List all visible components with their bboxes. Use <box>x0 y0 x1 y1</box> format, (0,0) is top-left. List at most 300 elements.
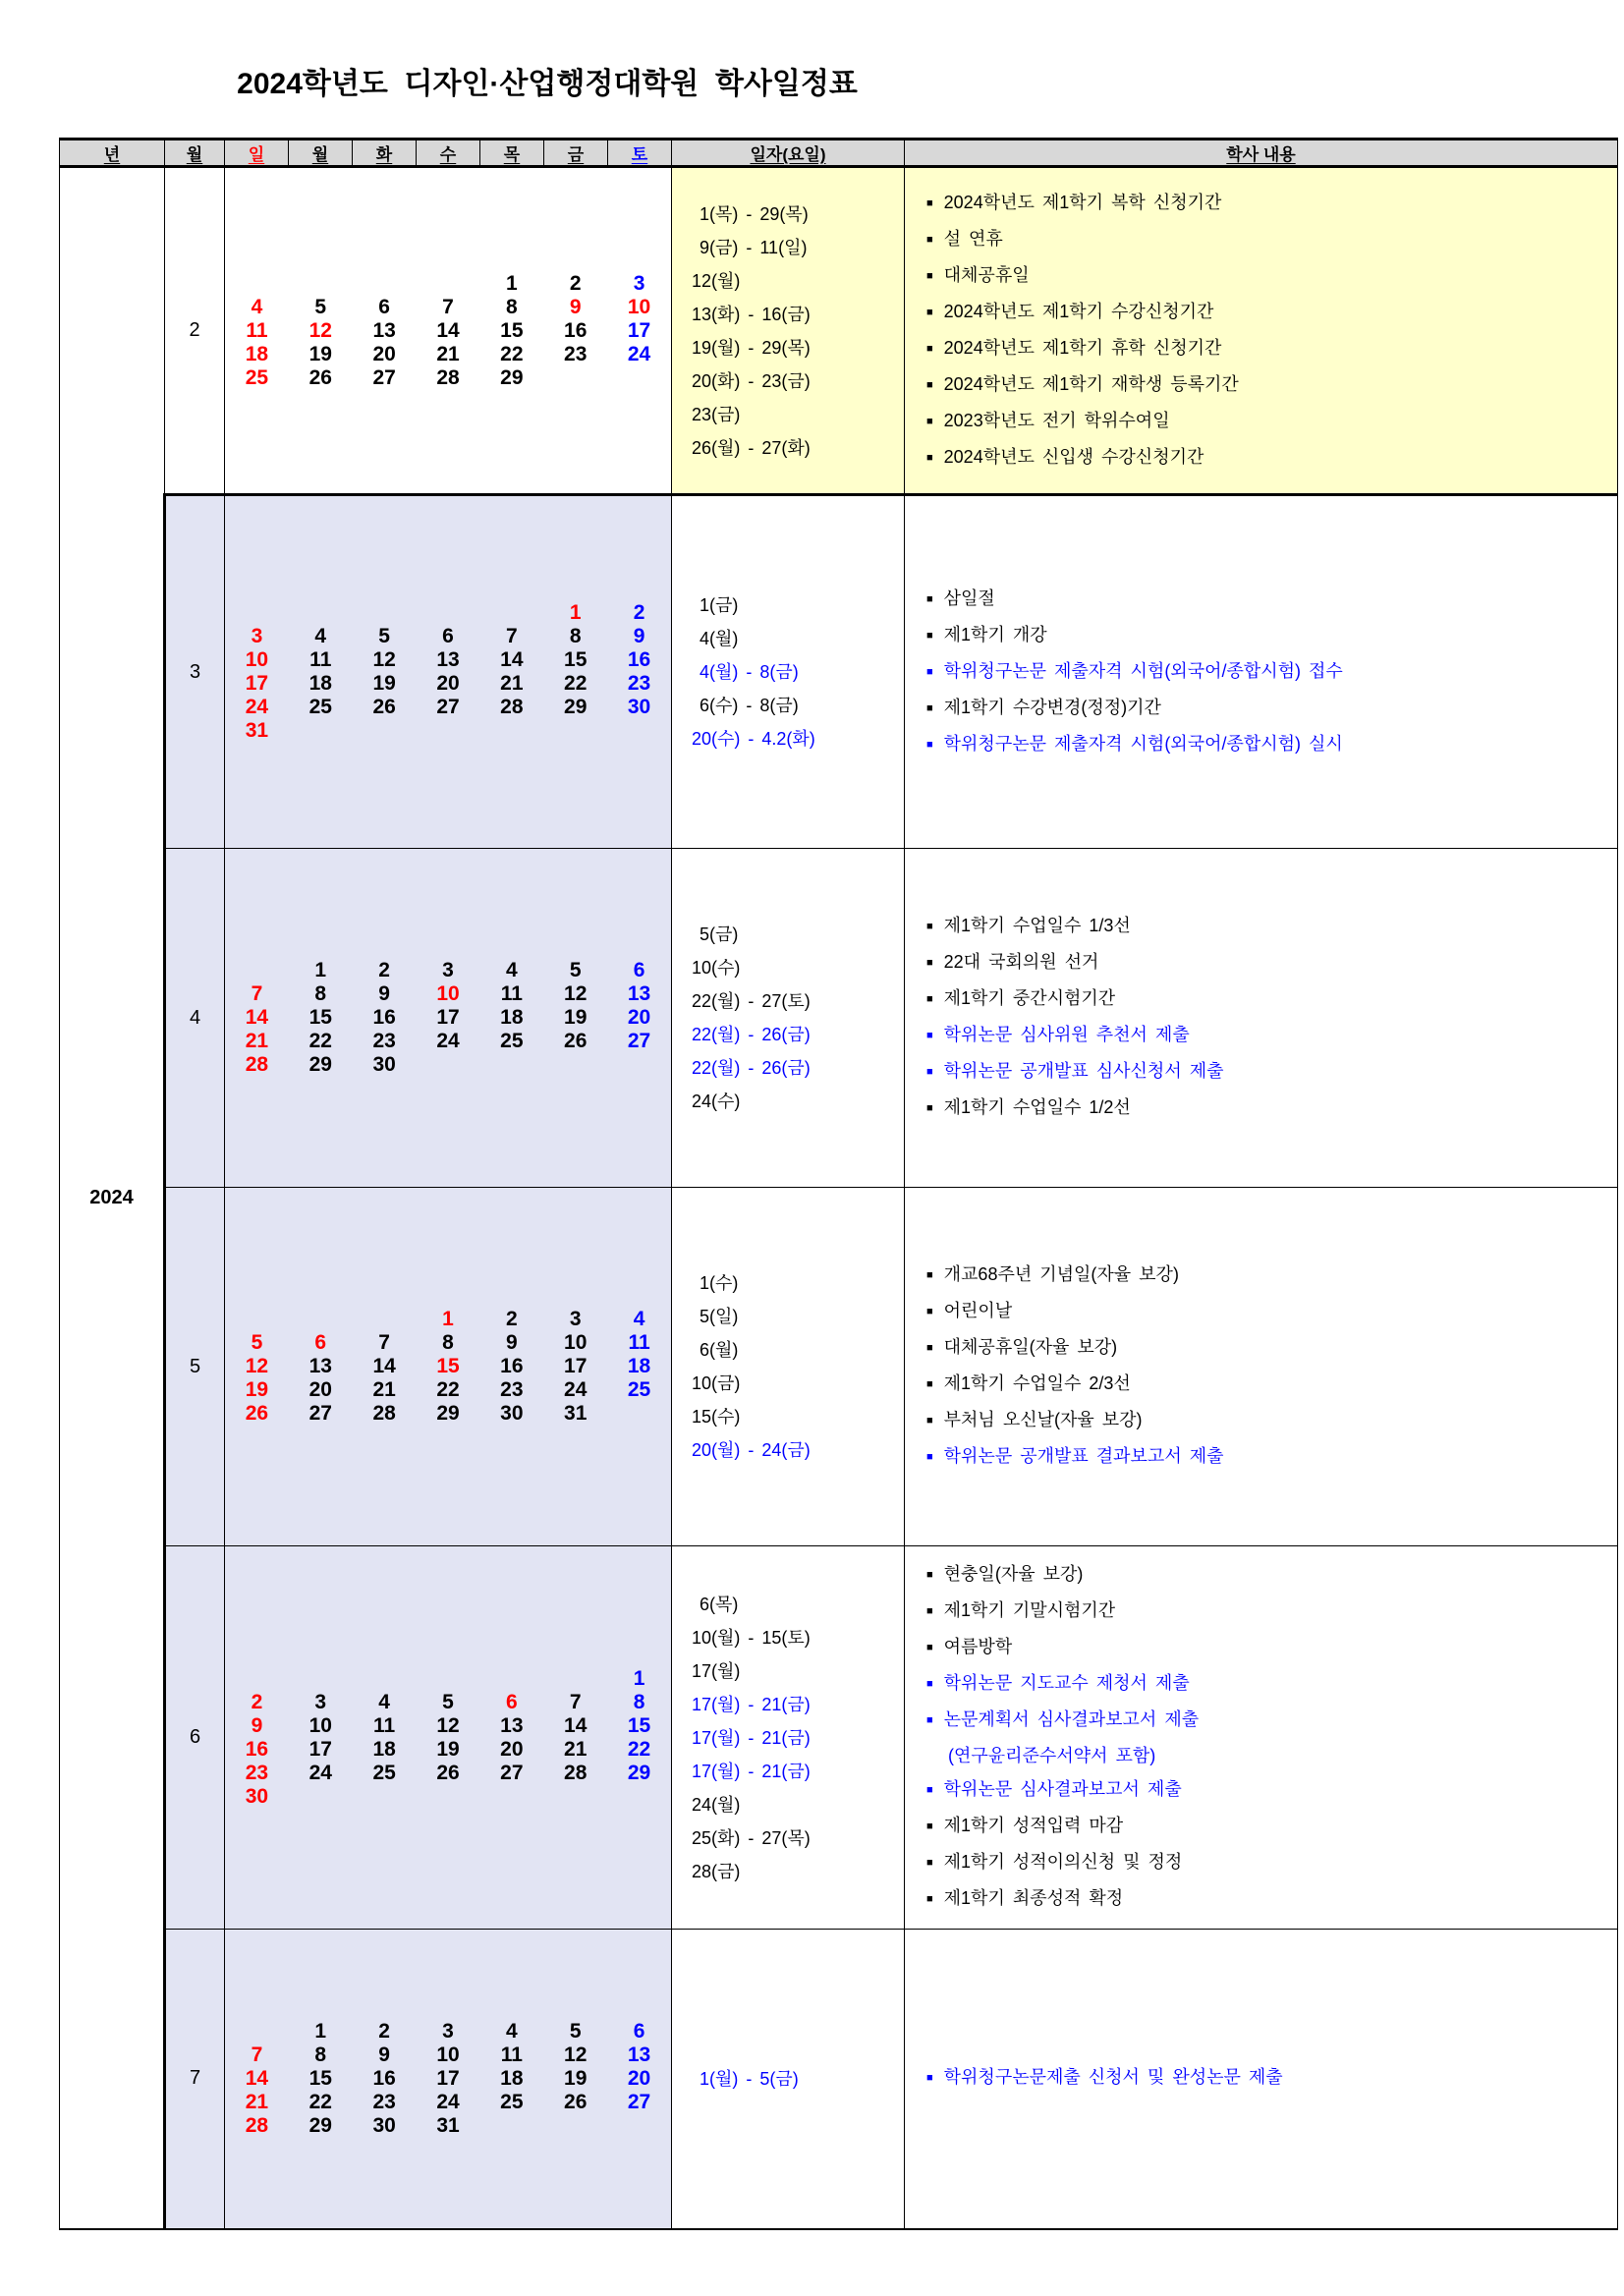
calendar-day: 14 <box>245 1006 269 1029</box>
schedule-item-text: 학위논문 공개발표 심사신청서 제출 <box>943 1061 1224 1081</box>
schedule-item-text: 논문계획서 심사결과보고서 제출 <box>943 1709 1200 1729</box>
schedule-item <box>926 1367 1611 1403</box>
calendar-day: 7 <box>251 2043 263 2066</box>
calendar-day: 16 <box>245 1737 269 1761</box>
calendar-day: 29 <box>436 1402 460 1425</box>
calendar-day: 12 <box>564 2043 588 2066</box>
calendar-day: 11 <box>500 982 523 1005</box>
bullet-square-icon: ■ <box>926 701 933 714</box>
calendar-day: 2 <box>378 2019 390 2043</box>
date-line: 23(금) <box>692 404 741 424</box>
calendar-day: 26 <box>436 1761 460 1784</box>
calendar-day: 8 <box>633 1690 645 1713</box>
schedule-item <box>926 1772 1611 1809</box>
date-line: 22(월) - 27(토) <box>692 991 811 1011</box>
calendar-day: 14 <box>372 1355 396 1377</box>
table-header <box>60 140 1618 167</box>
schedule-item-text: (연구윤리준수서약서 포함) <box>948 1746 1156 1765</box>
date-line: 17(월) - 21(금) <box>692 1761 811 1781</box>
schedule-item <box>926 1258 1611 1294</box>
header-day-fri: 금 <box>544 140 608 167</box>
schedule-item <box>926 691 1611 727</box>
calendar-day: 27 <box>372 365 396 389</box>
date-line: 6(월) <box>692 1340 739 1360</box>
calendar-day: 11 <box>500 2043 523 2066</box>
schedule-item-continuation <box>926 1739 1611 1772</box>
calendar-day: 12 <box>372 648 396 671</box>
content-column-month-4 <box>905 849 1618 1188</box>
calendar-day-empty <box>607 1785 671 1809</box>
schedule-item <box>926 1330 1611 1367</box>
schedule-item <box>926 618 1611 654</box>
calendar-day: 1 <box>314 959 327 981</box>
calendar-grid <box>225 2006 671 2152</box>
schedule-item <box>926 1845 1611 1881</box>
bullet-square-icon: ■ <box>926 1030 933 1041</box>
calendar-day: 16 <box>372 2066 396 2090</box>
calendar-day: 10 <box>308 1713 332 1737</box>
calendar-day: 15 <box>627 1713 651 1737</box>
calendar-day: 8 <box>506 295 518 318</box>
content-column-month-6 <box>905 1546 1618 1930</box>
calendar-day: 15 <box>564 648 588 671</box>
bullet-square-icon: ■ <box>926 1102 933 1114</box>
month-section-4 <box>60 849 1618 1188</box>
academic-calendar-table <box>59 138 1618 2230</box>
calendar-day: 2 <box>633 601 645 624</box>
calendar-day: 5 <box>314 295 327 318</box>
schedule-item <box>926 331 1611 367</box>
calendar-day: 17 <box>564 1355 588 1377</box>
calendar-day: 29 <box>308 1053 332 1076</box>
date-line: 20(수) - 4.2(화) <box>692 729 815 749</box>
date-line: 1(월) - 5(금) <box>692 2068 799 2089</box>
schedule-item <box>926 1666 1611 1703</box>
calendar-day: 8 <box>569 625 582 647</box>
calendar-day: 20 <box>372 342 396 365</box>
calendar-day-empty <box>543 1785 607 1809</box>
schedule-item <box>926 1294 1611 1330</box>
schedule-item <box>926 727 1611 763</box>
schedule-item <box>926 1809 1611 1845</box>
calendar-day: 23 <box>564 342 588 365</box>
calendar-day: 20 <box>436 672 460 695</box>
mini-calendar-month-3 <box>225 495 672 849</box>
schedule-item-text: 2024학년도 제1학기 재학생 등록기간 <box>943 373 1239 394</box>
month-section-7 <box>60 1930 1618 2229</box>
schedule-items <box>905 582 1617 763</box>
month-number-7: 7 <box>165 1930 225 2229</box>
calendar-day: 22 <box>500 342 524 365</box>
bullet-square-icon: ■ <box>926 451 933 464</box>
calendar-day: 4 <box>378 1690 390 1713</box>
calendar-day: 19 <box>436 1737 460 1761</box>
calendar-day: 6 <box>442 625 454 647</box>
calendar-day: 31 <box>245 719 269 742</box>
calendar-day: 3 <box>314 1690 327 1713</box>
calendar-day-empty <box>289 1785 353 1809</box>
calendar-day: 6 <box>314 1331 327 1354</box>
date-line: 1(목) - 29(목) <box>692 203 809 224</box>
month-number-5: 5 <box>165 1188 225 1546</box>
bullet-square-icon: ■ <box>926 921 933 932</box>
date-line: 4(월) <box>692 629 739 648</box>
calendar-day: 23 <box>500 1378 524 1401</box>
mini-calendar-month-2 <box>225 167 672 495</box>
calendar-day-empty <box>479 719 543 743</box>
calendar-day: 19 <box>245 1378 269 1401</box>
date-line: 5(일) <box>692 1307 739 1326</box>
date-line: 28(금) <box>692 1861 741 1881</box>
date-column-month-3 <box>672 495 905 849</box>
date-column-month-7 <box>672 1930 905 2229</box>
schedule-item-text: 현충일(자율 보강) <box>943 1564 1084 1584</box>
date-line: 24(수) <box>692 1092 741 1111</box>
date-line: 5(금) <box>692 924 739 944</box>
bullet-square-icon: ■ <box>926 665 933 678</box>
calendar-day: 16 <box>627 648 651 671</box>
calendar-day-empty <box>543 1667 607 1691</box>
date-line: 17(월) - 21(금) <box>692 1694 811 1714</box>
calendar-day: 13 <box>436 648 460 671</box>
schedule-item-text: 학위청구논문제출 신청서 및 완성논문 제출 <box>943 2067 1283 2088</box>
calendar-day: 7 <box>569 1690 582 1713</box>
header-day-tue: 화 <box>353 140 417 167</box>
date-line: 10(수) <box>692 958 741 978</box>
calendar-day: 27 <box>308 1402 332 1425</box>
calendar-day: 7 <box>506 625 518 647</box>
header-date: 일자(요일) <box>672 140 905 167</box>
month-number-3: 3 <box>165 495 225 849</box>
schedule-item <box>926 367 1611 404</box>
calendar-day: 25 <box>500 2090 524 2113</box>
calendar-day-empty <box>417 719 480 743</box>
date-lines <box>672 1266 904 1467</box>
schedule-item <box>926 981 1611 1018</box>
calendar-day: 5 <box>569 959 582 981</box>
calendar-day-empty <box>225 272 289 296</box>
calendar-day: 4 <box>633 1308 645 1330</box>
calendar-day: 4 <box>251 295 263 318</box>
calendar-day: 10 <box>627 295 651 318</box>
calendar-day: 28 <box>245 2113 269 2137</box>
mini-calendar-month-6 <box>225 1546 672 1930</box>
schedule-item-text: 2024학년도 신입생 수강신청기간 <box>943 446 1204 467</box>
calendar-day-empty <box>543 1053 607 1077</box>
schedule-item-text: 대체공휴일(자율 보강) <box>943 1337 1118 1357</box>
header-day-mon: 월 <box>289 140 353 167</box>
calendar-day: 22 <box>564 672 588 695</box>
calendar-day-empty <box>225 1308 289 1331</box>
bullet-square-icon: ■ <box>926 629 933 642</box>
calendar-day: 8 <box>442 1331 454 1354</box>
calendar-day: 30 <box>372 1053 396 1076</box>
calendar-day: 11 <box>628 1331 650 1354</box>
calendar-day: 12 <box>436 1713 460 1737</box>
schedule-item-text: 제1학기 수업일수 1/2선 <box>943 1097 1131 1117</box>
calendar-day-empty <box>479 1667 543 1691</box>
calendar-day: 23 <box>245 1761 269 1784</box>
calendar-day: 10 <box>436 982 460 1005</box>
calendar-day-empty <box>289 1308 353 1331</box>
calendar-day-empty <box>289 1667 353 1691</box>
schedule-item-text: 22대 국회의원 선거 <box>943 952 1099 972</box>
schedule-item <box>926 1557 1611 1594</box>
bullet-square-icon: ■ <box>926 1642 933 1653</box>
header-day-sat: 토 <box>608 140 672 167</box>
date-line: 10(금) <box>692 1373 741 1393</box>
schedule-item-text: 제1학기 중간시험기간 <box>943 988 1116 1008</box>
calendar-day: 30 <box>372 2113 396 2137</box>
date-line: 9(금) - 11(일) <box>692 237 808 257</box>
calendar-day: 18 <box>500 2066 524 2090</box>
calendar-day: 14 <box>436 318 460 342</box>
calendar-day: 6 <box>378 295 390 318</box>
calendar-day-empty <box>289 601 353 625</box>
calendar-grid <box>225 258 671 404</box>
calendar-day: 14 <box>245 2066 269 2090</box>
schedule-item-text: 설 연휴 <box>943 228 1003 249</box>
calendar-day-empty <box>479 2114 543 2138</box>
calendar-day-empty <box>417 1053 480 1077</box>
calendar-day: 18 <box>308 672 332 695</box>
calendar-day: 25 <box>372 1761 396 1784</box>
header-year: 년 <box>60 140 165 167</box>
bullet-square-icon: ■ <box>926 1269 933 1281</box>
schedule-item <box>926 1703 1611 1739</box>
calendar-grid <box>225 1653 671 1822</box>
calendar-day: 10 <box>564 1331 588 1354</box>
calendar-day: 17 <box>436 1006 460 1029</box>
calendar-day-empty <box>353 1785 417 1809</box>
calendar-day: 27 <box>627 2090 651 2113</box>
schedule-item <box>926 1630 1611 1666</box>
calendar-day-empty <box>479 1785 543 1809</box>
calendar-day: 8 <box>314 2043 327 2066</box>
bullet-square-icon: ■ <box>926 269 933 282</box>
calendar-day: 13 <box>627 2043 651 2066</box>
calendar-day: 5 <box>442 1690 454 1713</box>
bullet-square-icon: ■ <box>926 342 933 355</box>
date-lines <box>672 2062 904 2096</box>
date-lines <box>672 918 904 1118</box>
bullet-square-icon: ■ <box>926 233 933 246</box>
calendar-day: 4 <box>314 625 327 647</box>
calendar-day: 10 <box>245 648 269 671</box>
calendar-day-empty <box>353 272 417 296</box>
schedule-items <box>905 1557 1617 1918</box>
calendar-day: 29 <box>308 2113 332 2137</box>
calendar-day-empty <box>543 366 607 390</box>
calendar-day-empty <box>225 1667 289 1691</box>
calendar-day: 30 <box>245 1784 269 1808</box>
calendar-day: 29 <box>564 696 588 718</box>
calendar-day: 9 <box>569 295 582 318</box>
schedule-item <box>926 909 1611 945</box>
schedule-item <box>926 1594 1611 1630</box>
calendar-grid <box>225 588 671 756</box>
schedule-item-text: 제1학기 수업일수 2/3선 <box>943 1373 1131 1393</box>
calendar-day: 24 <box>436 2090 460 2113</box>
month-section-3 <box>60 495 1618 849</box>
calendar-day: 2 <box>506 1308 518 1330</box>
calendar-day: 25 <box>245 365 269 389</box>
schedule-item <box>926 2060 1611 2097</box>
bullet-square-icon: ■ <box>926 1451 933 1463</box>
schedule-item <box>926 404 1611 440</box>
calendar-day: 14 <box>500 648 524 671</box>
bullet-square-icon: ■ <box>926 993 933 1005</box>
schedule-item-text: 개교68주년 기념일(자율 보강) <box>943 1264 1179 1284</box>
schedule-item <box>926 1091 1611 1127</box>
schedule-item-text: 제1학기 최종성적 확정 <box>943 1888 1124 1908</box>
calendar-day: 1 <box>633 1666 645 1690</box>
calendar-day: 20 <box>627 2066 651 2090</box>
calendar-day-empty <box>479 601 543 625</box>
calendar-day: 23 <box>372 1030 396 1052</box>
calendar-day: 22 <box>436 1378 460 1401</box>
calendar-day: 15 <box>436 1355 460 1377</box>
schedule-item-text: 학위논문 지도교수 제청서 제출 <box>943 1673 1190 1693</box>
schedule-item <box>926 1439 1611 1476</box>
calendar-day: 1 <box>506 271 518 295</box>
calendar-day-empty <box>607 366 671 390</box>
calendar-day: 18 <box>372 1737 396 1761</box>
calendar-day: 21 <box>564 1737 588 1761</box>
schedule-item-text: 제1학기 개강 <box>943 624 1047 644</box>
calendar-day-empty <box>353 719 417 743</box>
calendar-day-empty <box>607 1053 671 1077</box>
bullet-square-icon: ■ <box>926 2072 933 2085</box>
schedule-item-text: 삼일절 <box>943 588 995 608</box>
schedule-item <box>926 1054 1611 1091</box>
calendar-day-empty <box>607 2114 671 2138</box>
mini-calendar-month-5 <box>225 1188 672 1546</box>
bullet-square-icon: ■ <box>926 1342 933 1354</box>
calendar-day: 21 <box>372 1378 396 1401</box>
calendar-day: 1 <box>314 2019 327 2043</box>
calendar-day: 3 <box>569 1308 582 1330</box>
calendar-day-empty <box>225 601 289 625</box>
bullet-square-icon: ■ <box>926 415 933 427</box>
calendar-day: 9 <box>251 1713 263 1737</box>
calendar-day: 18 <box>245 342 269 365</box>
date-line: 6(수) - 8(금) <box>692 696 799 715</box>
date-line: 6(목) <box>692 1594 739 1614</box>
date-line: 17(월) - 21(금) <box>692 1727 811 1748</box>
bullet-square-icon: ■ <box>926 1678 933 1690</box>
calendar-grid <box>225 945 671 1091</box>
month-section-5 <box>60 1188 1618 1546</box>
calendar-day: 27 <box>627 1030 651 1052</box>
calendar-day: 26 <box>245 1402 269 1425</box>
calendar-day-empty <box>417 272 480 296</box>
calendar-day: 24 <box>245 696 269 718</box>
calendar-day: 15 <box>308 2066 332 2090</box>
bullet-square-icon: ■ <box>926 1857 933 1869</box>
calendar-day: 13 <box>308 1355 332 1377</box>
calendar-day: 3 <box>633 271 645 295</box>
header-day-wed: 수 <box>417 140 480 167</box>
calendar-day: 19 <box>564 1006 588 1029</box>
year-label: 2024 <box>89 1186 134 1208</box>
calendar-day: 9 <box>506 1331 518 1354</box>
calendar-day: 5 <box>569 2019 582 2043</box>
schedule-item <box>926 440 1611 476</box>
page-title: 2024학년도 디자인·산업행정대학원 학사일정표 <box>237 68 858 100</box>
calendar-day: 23 <box>372 2090 396 2113</box>
date-column-month-4 <box>672 849 905 1188</box>
date-line: 22(월) - 26(금) <box>692 1025 811 1044</box>
year-cell <box>60 167 165 2229</box>
calendar-day: 11 <box>373 1713 396 1737</box>
bullet-square-icon: ■ <box>926 592 933 605</box>
schedule-item-text: 학위청구논문 제출자격 시험(외국어/종합시험) 접수 <box>943 660 1343 681</box>
header-day-sun: 일 <box>225 140 289 167</box>
mini-calendar-month-7 <box>225 1930 672 2229</box>
calendar-day: 25 <box>627 1378 651 1401</box>
calendar-day: 29 <box>627 1761 651 1784</box>
calendar-day: 22 <box>308 2090 332 2113</box>
calendar-day: 17 <box>627 318 651 342</box>
calendar-day: 19 <box>372 672 396 695</box>
schedule-item-text: 학위논문 공개발표 결과보고서 제출 <box>943 1446 1224 1466</box>
calendar-day: 13 <box>500 1713 524 1737</box>
schedule-item <box>926 258 1611 295</box>
date-column-month-6 <box>672 1546 905 1930</box>
schedule-item-text: 학위청구논문 제출자격 시험(외국어/종합시험) 실시 <box>943 733 1343 754</box>
schedule-item-text: 2024학년도 제1학기 수강신청기간 <box>943 301 1214 321</box>
schedule-item-text: 제1학기 기말시험기간 <box>943 1600 1116 1620</box>
calendar-day: 3 <box>442 959 454 981</box>
calendar-day: 25 <box>308 696 332 718</box>
calendar-day: 15 <box>308 1006 332 1029</box>
calendar-day: 21 <box>245 2090 269 2113</box>
calendar-day: 7 <box>442 295 454 318</box>
calendar-day: 12 <box>245 1355 269 1377</box>
date-line: 10(월) - 15(토) <box>692 1627 811 1648</box>
schedule-item <box>926 1403 1611 1439</box>
date-line: 17(월) <box>692 1660 741 1681</box>
content-column-month-2 <box>905 167 1618 495</box>
bullet-square-icon: ■ <box>926 306 933 318</box>
header-row <box>60 140 1618 167</box>
calendar-day: 11 <box>309 648 332 671</box>
calendar-day-empty <box>225 2020 289 2044</box>
header-content: 학사 내용 <box>905 140 1618 167</box>
calendar-day-empty <box>225 959 289 982</box>
calendar-day-empty <box>289 719 353 743</box>
schedule-item <box>926 1018 1611 1054</box>
content-column-month-5 <box>905 1188 1618 1546</box>
calendar-day: 21 <box>436 342 460 365</box>
calendar-day: 27 <box>500 1761 524 1784</box>
calendar-day: 8 <box>314 982 327 1005</box>
date-line: 1(금) <box>692 595 739 615</box>
calendar-day: 16 <box>500 1355 524 1377</box>
schedule-items <box>905 2060 1617 2097</box>
calendar-day: 6 <box>633 2019 645 2043</box>
date-line: 26(월) - 27(화) <box>692 437 811 458</box>
bullet-square-icon: ■ <box>926 1306 933 1317</box>
calendar-day: 22 <box>627 1737 651 1761</box>
calendar-day: 2 <box>569 271 582 295</box>
schedule-item-text: 2024학년도 제1학기 복학 신청기간 <box>943 192 1222 212</box>
date-line: 19(월) - 29(목) <box>692 337 811 358</box>
calendar-day: 12 <box>308 318 332 342</box>
calendar-day: 24 <box>436 1030 460 1052</box>
schedule-item-text: 학위논문 심사위원 추천서 제출 <box>943 1025 1190 1044</box>
